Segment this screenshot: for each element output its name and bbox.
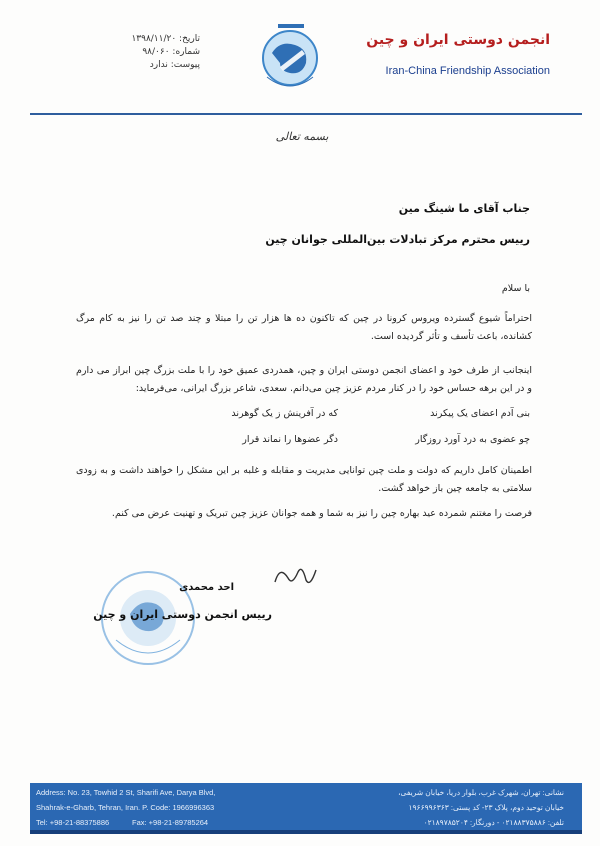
handwritten-signature <box>270 560 320 595</box>
signer-name: احد محمدی <box>179 582 234 593</box>
org-name-en: Iran-China Friendship Association <box>385 65 550 77</box>
poem-line-1b: که در آفرینش ز یک گوهرند <box>231 408 338 419</box>
footer-address-fa-1: نشانی: تهران، شهرک غرب، بلوار دریا، خیابان شریفی، <box>398 788 564 797</box>
association-logo <box>250 15 330 100</box>
paragraph-2: اینجانب از طرف خود و اعضای انجمن دوستی ایران و چین، همدردی عمیق خود را با ملت بزرگ چین ابراز می دارم و در این برهه حساس خود را در کنار مردم عزیز چین می‌دانم. سعدی، شاعر بزرگ ایرانی، می‌فرماید: <box>76 365 532 394</box>
letter-attachment: پیوست: ندارد <box>149 60 200 70</box>
footer-address-fa-2: خیابان توحید دوم، پلاک ۲۳- کد پستی: ۱۹۶۶۹۹۶۳۶۳ <box>408 803 564 812</box>
footer-address-en-1: Address: No. 23, Towhid 2 St, Sharifi Ave, Darya Blvd, <box>36 788 216 797</box>
greeting: با سلام <box>501 283 530 294</box>
poem-line-1a: بنی آدم اعضای یک پیکرند <box>430 408 530 419</box>
recipient-name: جناب آقای ما شینگ مین <box>398 202 530 215</box>
poem-line-2a: چو عضوی به درد آورد روزگار <box>415 434 530 445</box>
invocation-calligraphy: بسمه تعالی <box>275 130 329 143</box>
footer-tel-fa: تلفن: ۰۲۱۸۸۳۷۵۸۸۶ - دورنگار: ۰۲۱۸۹۷۸۵۲۰۴ <box>423 818 564 827</box>
header-divider <box>30 113 582 115</box>
letter-number: شماره: ۹۸/۰۶۰ <box>142 47 200 57</box>
recipient-title: رییس محترم مرکز تبادلات بین‌المللی جوانان چین <box>265 233 530 246</box>
signer-title: رییس انجمن دوستی ایران و چین <box>93 608 272 621</box>
paragraph-3: اطمینان کامل داریم که دولت و ملت چین توانایی مدیریت و مقابله و غلبه بر این مشکل را خواهند داشت و به زودی سلامتی به جامعه چین باز خواهد گشت. <box>76 465 532 494</box>
paragraph-4: فرصت را مغتنم شمرده عید بهاره چین را نیز به شما و همه جوانان عزیز چین تبریک و تهنیت عرض می کنم. <box>111 508 532 519</box>
letter-date: تاریخ: ۱۳۹۸/۱۱/۲۰ <box>131 34 200 44</box>
footer-fax-en: Fax: +98-21-89785264 <box>132 818 209 827</box>
footer-address-en-2: Shahrak-e-Gharb, Tehran, Iran. P. Code: 1966996363 <box>36 803 215 812</box>
paragraph-1: احتراماً شیوع گسترده ویروس کرونا در چین که تاکنون ده ها هزار تن را مبتلا و چند صد تن را نیز به کام مرگ کشانده، باعث تأسف و تأثر گردیده است. <box>76 313 532 342</box>
org-name-fa: انجمن دوستی ایران و چین <box>366 32 550 48</box>
footer-tel-en: Tel: +98-21-88375886 <box>36 818 110 827</box>
footer-bar <box>30 830 582 834</box>
poem-line-2b: دگر عضوها را نماند قرار <box>242 434 338 445</box>
